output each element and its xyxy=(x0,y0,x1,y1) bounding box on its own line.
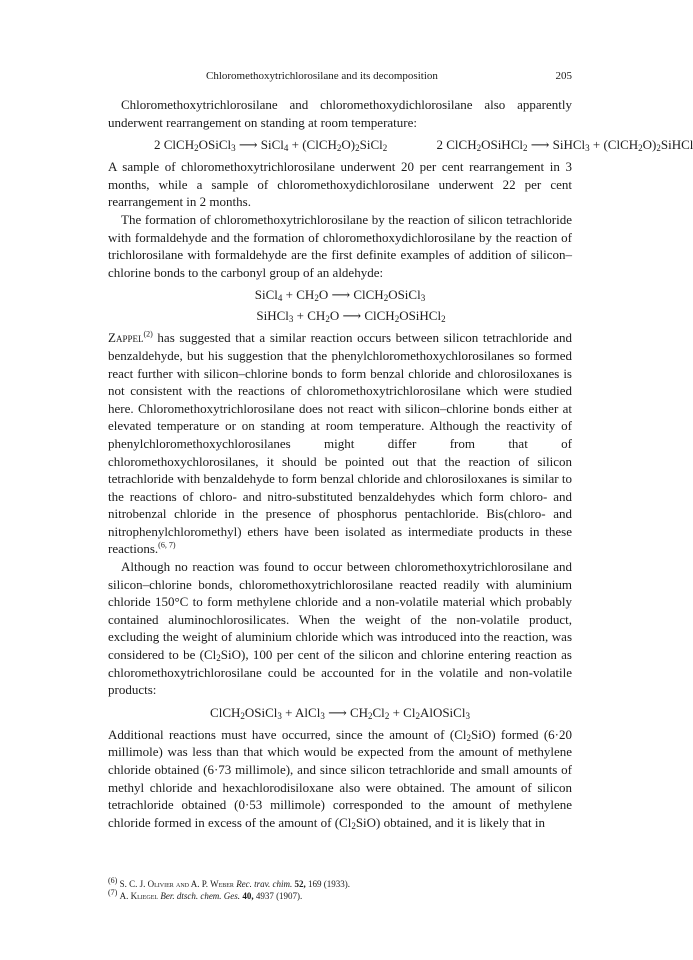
paragraph-4 xyxy=(108,329,572,558)
author-zappel: Zappel xyxy=(108,330,144,346)
citation-2: (2) xyxy=(143,330,153,340)
equation-block-rearrangement xyxy=(108,134,693,155)
running-title: Chloromethoxytrichlorosilane and its decomposition xyxy=(206,70,438,82)
footnote-6: $^{(6)}$ S. C. J. Olivier and A. P. Weber Rec. trav. chim. 52, 169 (1933). xyxy=(108,876,350,889)
paragraph-2: A sample of chloromethoxytrichlorosilane underwent 20 per cent rearrangement in 3 months, while a sample of chloromethoxydichlorosilane underwent 22 per cent rearrangement in 2 months. xyxy=(108,159,572,210)
equation-1: 2 ClCH$_2$OSiCl$_3$ ⟶ SiCl$_4$ + $(ClCH_2O)_2SiCl_2$ xyxy=(154,137,388,154)
equation-3: SiCl$_4$ + $CH_2O$ ⟶ ClCH$_2$OSiCl$_3$ xyxy=(254,287,426,304)
paragraph-5: Although no reaction was found to occur between chloromethoxytrichlorosilane and silicon–chlorine bonds, chloromethoxytrichlorosilane reacted readily with aluminium chloride 150°C to form methylene chloride and a non-volatile material which probably contained aluminochlorosilicates. When the weight of the non-volatile product, excluding the weight of aluminium chloride which was introduced into the reaction, was considered to be $(Cl_2SiO)$, 100 per cent of the silicon and chlorine entering reaction as chloromethoxytrichlorosilane could be accounted for in the volatile and non-volatile products: xyxy=(108,559,572,698)
footnotes xyxy=(108,878,572,902)
page-number: 205 xyxy=(555,70,572,82)
paragraph-4-text: has suggested that a similar reaction occurs between silicon tetrachloride and benzaldehyde, but his suggestion that the phenylchloromethoxychlorosilanes so formed react further with silicon–chlorine bonds to form benzal chloride and chlorosiloxanes is not consistent with the reactions of chloromethoxytrichlorosilane which were studied here. Chloromethoxytrichlorosilane does not react with silicon–chlorine bonds either at elevated temperature or on standing at room temperature. Although the reactivity of phenylchloromethoxychlorosilanes might differ from that of chloromethoxychlorosilanes, it should be pointed out that the reaction of silicon tetrachloride with benzaldehyde to form benzal chloride and chlorosiloxanes is similar to the reactions of chloro- and nitro-substituted benzaldehydes which form chloro- and nitrobenzal chloride in the presence of phosphorus pentachloride. Bis(chloro- and nitrophenylchloromethyl) ethers have been isolated as intermediate products in these reactions. xyxy=(108,330,572,557)
paragraph-6: Additional reactions must have occurred, since the amount of $(Cl_2SiO)$ formed (6·20 millimole) was less than that which would be expected from the amount of methylene chloride obtained (6·73 millimole), and since silicon tetrachloride and small amounts of methyl chloride and hexachlorodisiloxane also were obtained. The amount of silicon tetrachloride obtained (0·53 millimole) corresponded to the amount of methylene chloride formed in excess of the amount of $(Cl_2SiO)$ obtained, and it is likely that in xyxy=(108,726,572,831)
equation-5: ClCH$_2$OSiCl$_3$ + AlCl$_3$ ⟶ $CH_2Cl_2$ + $Cl_2AlOSiCl_3$ xyxy=(210,704,470,721)
citation-6-7: (6, 7) xyxy=(158,541,176,551)
equation-block-aluminium xyxy=(108,702,572,723)
equation-4: SiHCl$_3$ + $CH_2O$ ⟶ ClCH$_2$OSiHCl$_2$ xyxy=(256,308,446,325)
paragraph-1: Chloromethoxytrichlorosilane and chloromethoxydichlorosilane also apparently underwent rearrangement on standing at room temperature: xyxy=(108,97,572,130)
equation-2: 2 ClCH$_2$OSiHCl$_2$ ⟶ SiHCl$_3$ + $(ClCH_2O)_2SiHCl$ xyxy=(436,137,693,154)
article-body xyxy=(108,96,693,831)
footnote-7: $^{(7)}$ A. Kliegel Ber. dtsch. chem. Ges. 40, 4937 (1907). xyxy=(108,888,303,901)
paragraph-3: The formation of chloromethoxytrichlorosilane by the reaction of silicon tetrachloride with formaldehyde and the formation of chloromethoxydichlorosilane by the reaction of trichlorosilane with formaldehyde are the first definite examples of addition of silicon–chlorine bonds to the carbonyl group of an aldehyde: xyxy=(108,211,572,280)
equation-block-addition xyxy=(108,284,572,326)
running-header xyxy=(108,70,572,86)
